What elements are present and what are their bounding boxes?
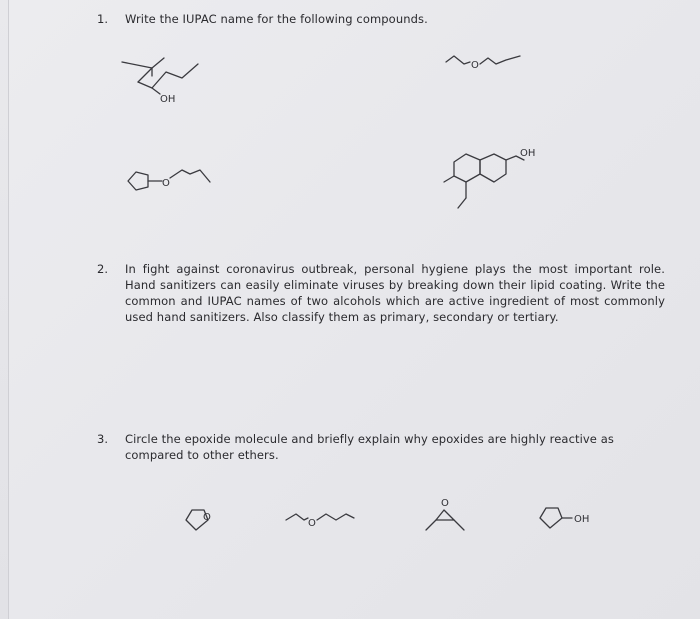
structure-3d-oh-label: OH [574,514,590,525]
question-2-number: 2. [97,262,109,276]
structure-3b-o-label: O [308,518,316,529]
structure-3a-thf [182,506,222,536]
question-1-text: Write the IUPAC name for the following compounds. [125,12,428,26]
structure-1c-o-label: O [162,178,170,189]
structure-3a-o-label: O [203,512,211,523]
question-3-text: Circle the epoxide molecule and briefly explain why epoxides are highly reactive as compared to other ethers. [125,432,614,462]
structure-1a-alcohol [118,50,218,110]
question-2-text: In fight against coronavirus outbreak, personal hygiene plays the most important role. Hand sanitizers can easily eliminate viruses by breaking down their lipid coating. Write the common and IUPAC names of two alcohols which are active ingredient of most commonly used hand sanitizers. Also classify them as primary, secondary or tertiary. [125,262,665,324]
structure-1d-alcohol [442,142,552,212]
structure-3c-o-label: O [441,498,449,509]
structure-1b-o-label: O [471,60,479,71]
structure-1a-oh-label: OH [160,94,176,105]
structure-1d-oh-label: OH [520,148,536,159]
question-3-number: 3. [97,432,109,446]
structure-3b-ether [284,508,364,532]
structure-1b-ether [444,52,524,76]
structure-3d-cyclopentanol [536,504,616,536]
structure-1c-ether [124,168,220,202]
structure-3c-epoxide [420,496,470,536]
question-1-number: 1. [97,12,109,26]
